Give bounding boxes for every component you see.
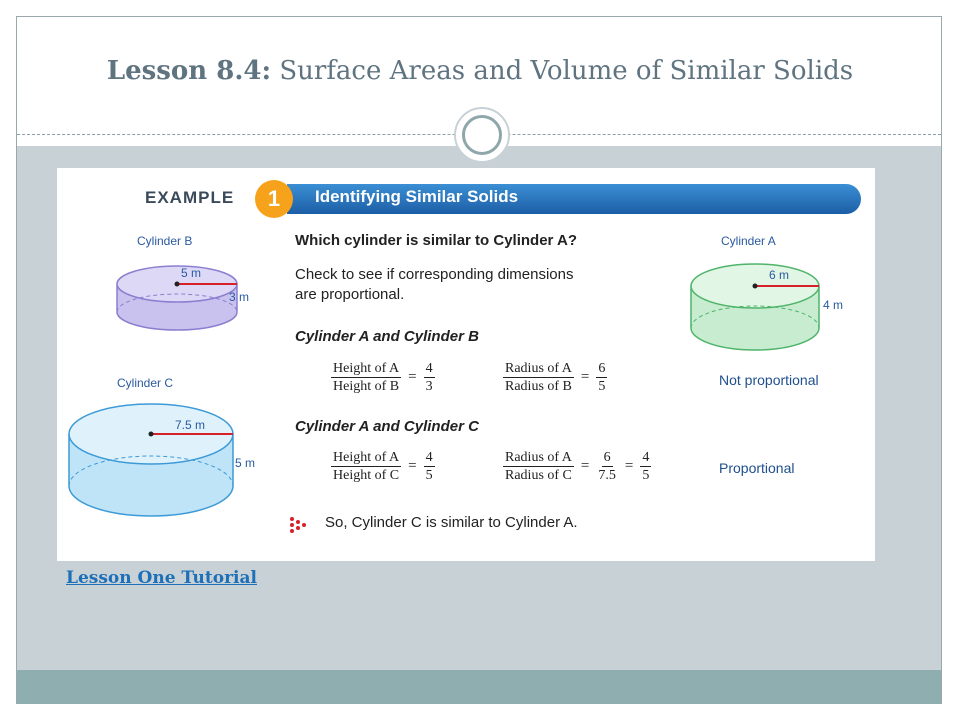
ab-radius-val-den: 5	[598, 379, 606, 394]
ac-radius-val-num: 6	[603, 450, 611, 465]
cylinder-c-radius-label: 7.5 m	[175, 418, 206, 432]
ab-height-den: Height of B	[333, 379, 400, 394]
example-label: EXAMPLE	[145, 188, 235, 207]
cylinder-c-label: Cylinder C	[117, 376, 174, 390]
ab-radius-den: Radius of B	[505, 379, 572, 394]
section-a-and-c: Cylinder A and Cylinder C	[295, 418, 479, 435]
ac-radius-ratio	[501, 449, 653, 484]
cylinder-a-figure	[685, 256, 835, 364]
example-number-badge: 1	[255, 180, 293, 218]
cylinder-b-label: Cylinder B	[137, 234, 193, 248]
divider-circle-ornament	[454, 107, 510, 163]
cylinder-b-radius-label: 5 m	[181, 266, 202, 280]
footer-band	[17, 670, 941, 704]
cylinder-c-figure	[63, 396, 239, 526]
cylinder-a-height-label: 4 m	[823, 298, 844, 312]
ab-height-ratio	[329, 360, 437, 395]
example-image	[57, 168, 875, 561]
ab-radius-num: Radius of A	[505, 361, 572, 376]
ac-height-num: Height of A	[333, 450, 400, 465]
title-lesson-number: Lesson 8.4:	[106, 56, 272, 86]
ab-result: Not proportional	[719, 372, 819, 388]
cylinder-c-height-label: 5 m	[235, 456, 256, 470]
lesson-one-tutorial-link[interactable]: Lesson One Tutorial	[66, 568, 257, 588]
cylinder-b-height-label: 3 m	[229, 290, 250, 304]
example-check-line-1: Check to see if corresponding dimensions	[295, 266, 574, 283]
example-conclusion: So, Cylinder C is similar to Cylinder A.	[325, 514, 578, 531]
equals-sign: =	[408, 458, 417, 474]
ab-radius-ratio	[501, 360, 609, 395]
equals-sign: =	[408, 369, 417, 385]
example-check-line-2: are proportional.	[295, 286, 405, 303]
ab-radius-val-num: 6	[598, 361, 606, 376]
title-lesson-name: Surface Areas and Volume of Similar Solids	[271, 56, 854, 86]
cylinder-a-radius-label: 6 m	[769, 268, 790, 282]
ac-height-val-num: 4	[425, 450, 433, 465]
conclusion-arrow-icon	[289, 516, 307, 534]
ac-radius-val-den: 7.5	[598, 468, 616, 483]
divider-circle-inner	[462, 115, 502, 155]
ac-height-den: Height of C	[333, 468, 400, 483]
ac-radius-den: Radius of C	[505, 468, 572, 483]
ab-height-val-den: 3	[425, 379, 433, 394]
section-a-and-b: Cylinder A and Cylinder B	[295, 328, 479, 345]
example-question: Which cylinder is similar to Cylinder A?	[295, 232, 578, 249]
ac-radius-val2-num: 4	[642, 450, 650, 465]
example-heading: Identifying Similar Solids	[315, 187, 519, 206]
ab-height-val-num: 4	[425, 361, 433, 376]
ac-radius-val2-den: 5	[642, 468, 650, 483]
cylinder-a-label: Cylinder A	[721, 234, 776, 248]
equals-sign: =	[580, 458, 590, 474]
ab-height-num: Height of A	[333, 361, 400, 376]
slide-title	[0, 56, 960, 86]
equals-sign: =	[580, 369, 590, 385]
ac-result: Proportional	[719, 460, 795, 476]
equals-sign: =	[624, 458, 634, 474]
ac-radius-num: Radius of A	[505, 450, 572, 465]
ac-height-ratio	[329, 449, 437, 484]
ac-height-val-den: 5	[425, 468, 433, 483]
